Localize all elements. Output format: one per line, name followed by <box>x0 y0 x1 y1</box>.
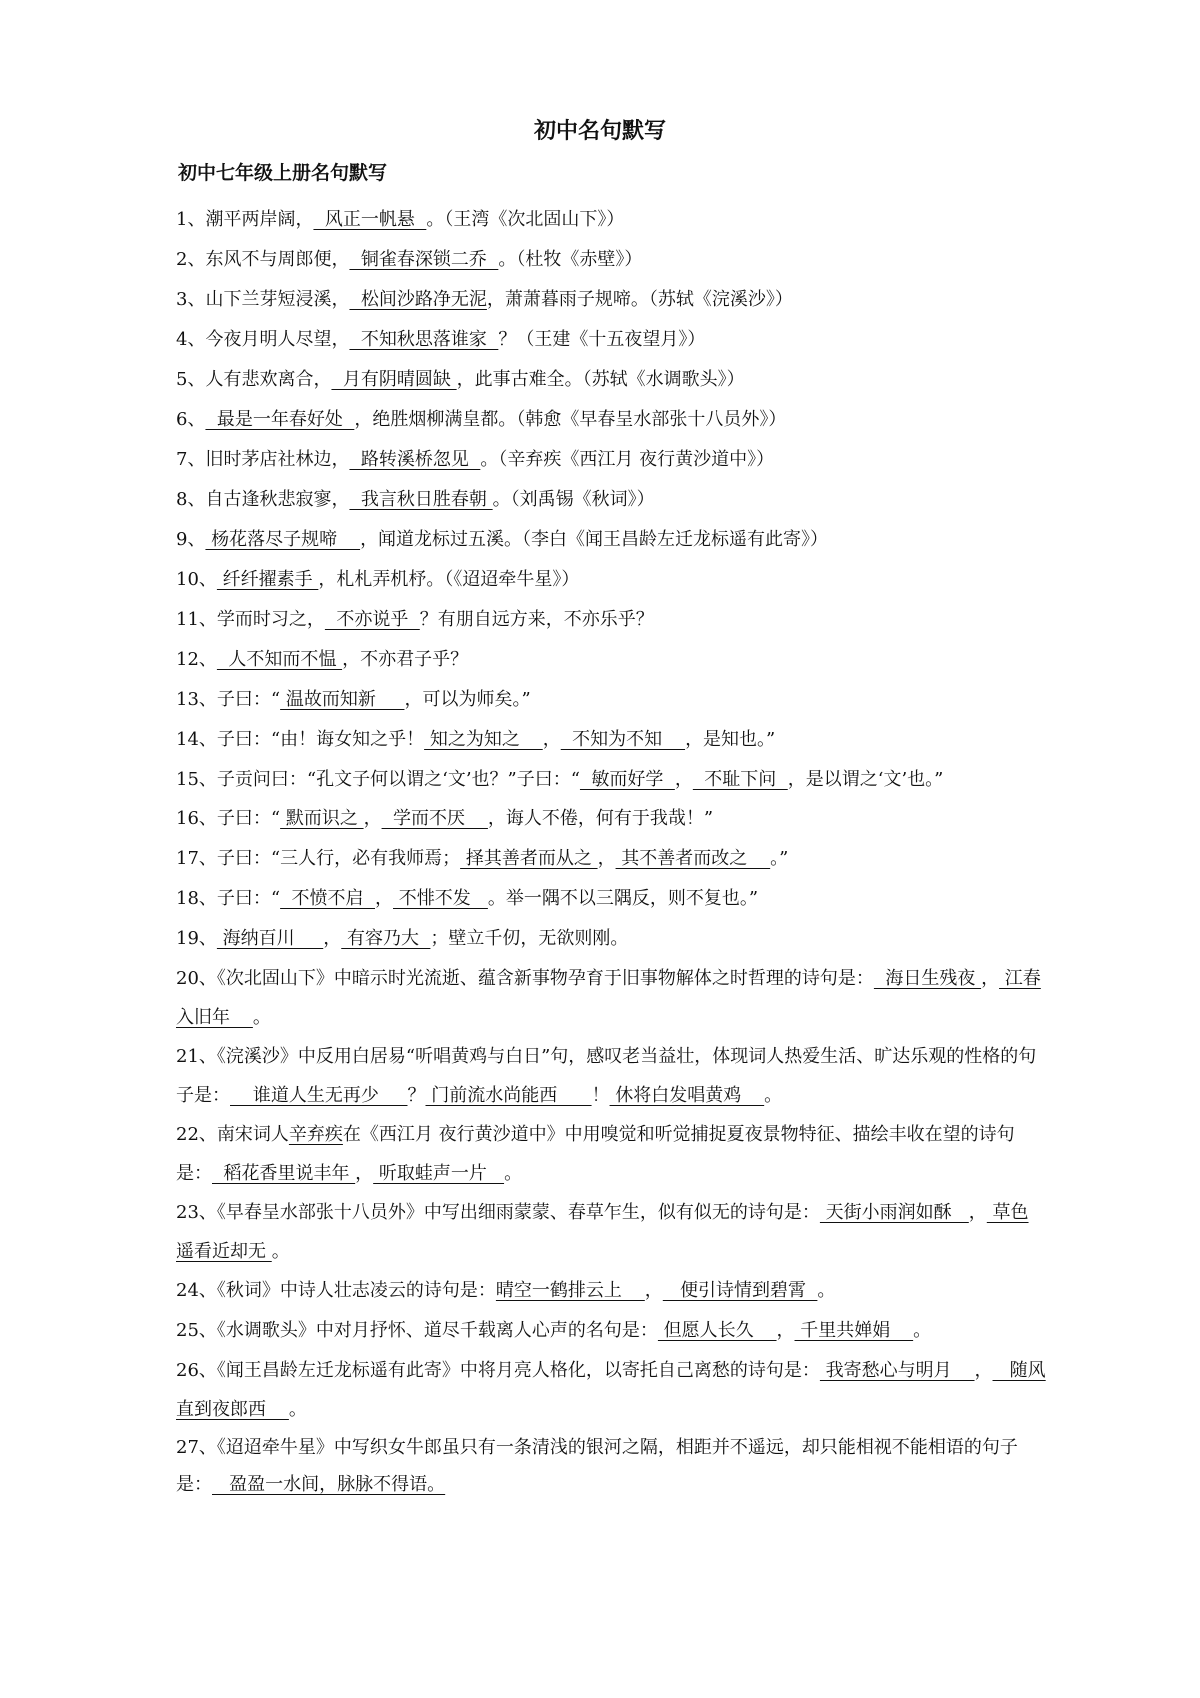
prompt-text: ，萧萧暮雨子规啼。（苏轼《浣溪沙》） <box>486 289 793 310</box>
prompt-text: 13、子曰：“ <box>176 689 281 710</box>
question-item <box>176 1351 1046 1429</box>
prompt-text: ， <box>355 1163 374 1184</box>
prompt-text: ，札札弄机杼。（《迢迢牵牛星》） <box>318 569 580 590</box>
question-item <box>176 600 1046 640</box>
prompt-text: 。 <box>288 1399 307 1420</box>
question-item <box>176 1271 1046 1311</box>
prompt-text: 14、子曰：“由！诲女知之乎！ <box>176 729 425 750</box>
prompt-text: ，可以为师矣。” <box>404 689 531 710</box>
answer-text: 谁道人生无再少 <box>230 1085 408 1106</box>
question-item <box>176 919 1046 959</box>
prompt-text: ， <box>674 769 693 790</box>
prompt-text: ， <box>542 729 561 750</box>
question-item <box>176 1429 1046 1503</box>
question-item <box>176 1311 1046 1351</box>
question-item <box>176 240 1046 280</box>
question-item <box>176 280 1046 320</box>
question-item <box>176 720 1046 760</box>
prompt-text: 6、 <box>176 409 206 430</box>
prompt-text: ？（王建《十五夜望月》） <box>498 329 706 350</box>
question-item <box>176 400 1046 440</box>
answer-text: 杨花落尽子规啼 <box>205 529 361 550</box>
answer-text: 最是一年春好处 <box>205 409 355 430</box>
answer-text: 草色遥看近却无 <box>176 1202 1029 1262</box>
answer-text: 人不知而不愠 <box>216 649 343 670</box>
answer-text: 有容乃大 <box>341 928 431 949</box>
prompt-text: 7、旧时茅店社林边， <box>176 449 350 470</box>
document-title: 初中名句默写 <box>533 119 666 144</box>
prompt-text: 12、 <box>176 649 217 670</box>
prompt-text: 23、《早春呈水部张十八员外》中写出细雨蒙蒙、春草乍生，似有似无的诗句是： <box>176 1202 820 1223</box>
prompt-text: 3、山下兰芽短浸溪， <box>176 289 350 310</box>
answer-text: 千里共婵娟 <box>794 1320 914 1341</box>
question-list <box>176 200 1046 1503</box>
answer-text: 便引诗情到碧霄 <box>662 1280 818 1301</box>
prompt-text: 8、自古逢秋悲寂寥， <box>176 489 350 510</box>
answer-text: 松间沙路净无泥 <box>349 289 487 310</box>
prompt-text: 2、东风不与周郎便， <box>176 249 350 270</box>
prompt-text: 21、《浣溪沙》中反用白居易“听唱黄鸡与白日”句，感叹老当益壮，体现词人热爱生活、旷达乐观的性格的句子是： <box>176 1046 1037 1106</box>
answer-text: 海纳百川 <box>216 928 324 949</box>
answer-text: 随风直到夜郎西 <box>176 1360 1046 1420</box>
question-item <box>176 1193 1046 1271</box>
prompt-text: 。 <box>271 1241 290 1262</box>
prompt-text: ；壁立千仞，无欲则刚。 <box>430 928 629 949</box>
question-item <box>176 760 1046 799</box>
prompt-text: 在《西江月 夜行黄沙道中》中用嗅觉和听觉捕捉夏夜景物特征、描绘丰收在望的诗句是： <box>176 1124 1015 1184</box>
answer-text: 海日生残夜 <box>873 968 982 989</box>
prompt-text: ， <box>597 848 616 869</box>
prompt-text: 25、《水调歌头》中对月抒怀、道尽千载离人心声的名句是： <box>176 1320 658 1341</box>
question-item <box>176 1115 1046 1193</box>
answer-text: 不悱不发 <box>393 888 488 909</box>
question-item <box>176 200 1046 240</box>
answer-text: 其不善者而改之 <box>615 848 771 869</box>
prompt-text: ， <box>974 1360 993 1381</box>
prompt-text: ， <box>363 808 382 829</box>
prompt-text: ！ <box>591 1085 610 1106</box>
answer-text: 天街小雨润如酥 <box>819 1202 969 1223</box>
answer-text: 不耻下问 <box>692 769 788 790</box>
prompt-text: 15、子贡问曰：“孔文子何以谓之‘文’也？”子曰：“ <box>176 769 580 790</box>
question-item <box>176 360 1046 400</box>
prompt-text: 。（辛弃疾《西江月 夜行黄沙道中》） <box>480 449 775 470</box>
answer-text: 敏而好学 <box>579 769 675 790</box>
prompt-text: 17、子曰：“三人行，必有我师焉； <box>176 848 461 869</box>
answer-text: 不知为不知 <box>560 729 686 750</box>
answer-text: 月有阴晴圆缺 <box>331 369 457 390</box>
prompt-text: 16、子曰：“ <box>176 808 281 829</box>
answer-text: 江春入旧年 <box>176 968 1041 1028</box>
prompt-text: 。（王湾《次北固山下》） <box>426 209 625 230</box>
answer-text: 不知秋思落谁家 <box>349 329 499 350</box>
prompt-text: ， <box>323 928 342 949</box>
answer-text: 默而识之 <box>280 808 364 829</box>
prompt-text: 。 <box>764 1085 783 1106</box>
question-item <box>176 879 1046 919</box>
answer-text: 辛弃疾 <box>288 1124 343 1145</box>
answer-text: 铜雀春深锁二乔 <box>349 249 499 270</box>
question-item <box>176 480 1046 520</box>
answer-text: 我言秋日胜春朝 <box>349 489 493 510</box>
answer-text: 盈盈一水间，脉脉不得语。 <box>212 1474 446 1495</box>
prompt-text: 19、 <box>176 928 217 949</box>
prompt-text: ，诲人不倦，何有于我哉！” <box>487 808 714 829</box>
prompt-text: 27、《迢迢牵牛星》中写织女牛郎虽只有一条清浅的银河之隔，相距并不遥远，却只能相视不能相语的句子是： <box>176 1437 1018 1495</box>
answer-text: 温故而知新 <box>280 689 405 710</box>
answer-text: 门前流水尚能西 <box>425 1085 592 1106</box>
answer-text: 我寄愁心与明月 <box>819 1360 975 1381</box>
prompt-text: 20、《次北固山下》中暗示时光流逝、蕴含新事物孕育于旧事物解体之时哲理的诗句是： <box>176 968 874 989</box>
prompt-text: 。 <box>817 1280 836 1301</box>
prompt-text: ，是知也。” <box>685 729 776 750</box>
section-subtitle: 初中七年级上册名句默写 <box>178 162 388 184</box>
question-item <box>176 839 1046 879</box>
prompt-text: ，不亦君子乎？ <box>342 649 469 670</box>
answer-text: 择其善者而从之 <box>460 848 598 869</box>
prompt-text: 5、人有悲欢离合， <box>176 369 332 390</box>
answer-text: 听取蛙声一片 <box>373 1163 505 1184</box>
question-item <box>176 799 1046 839</box>
answer-text: 风正一帆悬 <box>313 209 427 230</box>
answer-text: 休将白发唱黄鸡 <box>609 1085 765 1106</box>
answer-text: 晴空一鹤排云上 <box>495 1280 645 1301</box>
prompt-text: 4、今夜月明人尽望， <box>176 329 350 350</box>
prompt-text: 10、 <box>176 569 217 590</box>
prompt-text: ，绝胜烟柳满皇都。（韩愈《早春呈水部张十八员外》） <box>354 409 787 430</box>
prompt-text: ， <box>981 968 1000 989</box>
answer-text: 不亦说乎 <box>324 609 420 630</box>
prompt-text: 。 <box>252 1007 271 1028</box>
answer-text: 但愿人长久 <box>657 1320 777 1341</box>
prompt-text: 。（刘禹锡《秋词》） <box>492 489 655 510</box>
prompt-text: ，是以谓之‘文’也。” <box>787 769 944 790</box>
prompt-text: ，闻道龙标过五溪。（李白《闻王昌龄左迁龙标遥有此寄》） <box>360 529 829 550</box>
prompt-text: ， <box>968 1202 987 1223</box>
question-item <box>176 640 1046 680</box>
prompt-text: 22、南宋词人 <box>176 1124 289 1145</box>
answer-text: 稻花香里说丰年 <box>212 1163 356 1184</box>
answer-text: 纤纤擢素手 <box>216 569 319 590</box>
prompt-text: 26、《闻王昌龄左迁龙标遥有此寄》中将月亮人格化，以寄托自己离愁的诗句是： <box>176 1360 820 1381</box>
question-item <box>176 1037 1046 1115</box>
prompt-text: 11、学而时习之， <box>176 609 325 630</box>
prompt-text: 9、 <box>176 529 206 550</box>
answer-text: 知之为知之 <box>424 729 543 750</box>
question-item <box>176 680 1046 720</box>
prompt-text: ，此事古难全。（苏轼《水调歌头》） <box>456 369 745 390</box>
prompt-text: 。（杜牧《赤壁》） <box>498 249 643 270</box>
prompt-text: 。” <box>770 848 789 869</box>
prompt-text: ？有朋自远方来，不亦乐乎？ <box>419 609 654 630</box>
question-item <box>176 959 1046 1037</box>
question-item <box>176 320 1046 360</box>
prompt-text: 。举一隅不以三隅反，则不复也。” <box>487 888 759 909</box>
prompt-text: ？ <box>407 1085 426 1106</box>
prompt-text: 1、潮平两岸阔， <box>176 209 314 230</box>
question-item <box>176 440 1046 480</box>
prompt-text: ， <box>776 1320 795 1341</box>
prompt-text: 24、《秋词》中诗人壮志凌云的诗句是： <box>176 1280 496 1301</box>
question-item <box>176 520 1046 560</box>
question-item <box>176 560 1046 600</box>
answer-text: 路转溪桥忽见 <box>349 449 481 470</box>
prompt-text: 18、子曰：“ <box>176 888 281 909</box>
answer-text: 学而不厌 <box>381 808 488 829</box>
prompt-text: 。 <box>504 1163 523 1184</box>
prompt-text: ， <box>375 888 393 909</box>
answer-text: 不愤不启 <box>280 888 375 909</box>
prompt-text: ， <box>644 1280 663 1301</box>
prompt-text: 。 <box>913 1320 932 1341</box>
